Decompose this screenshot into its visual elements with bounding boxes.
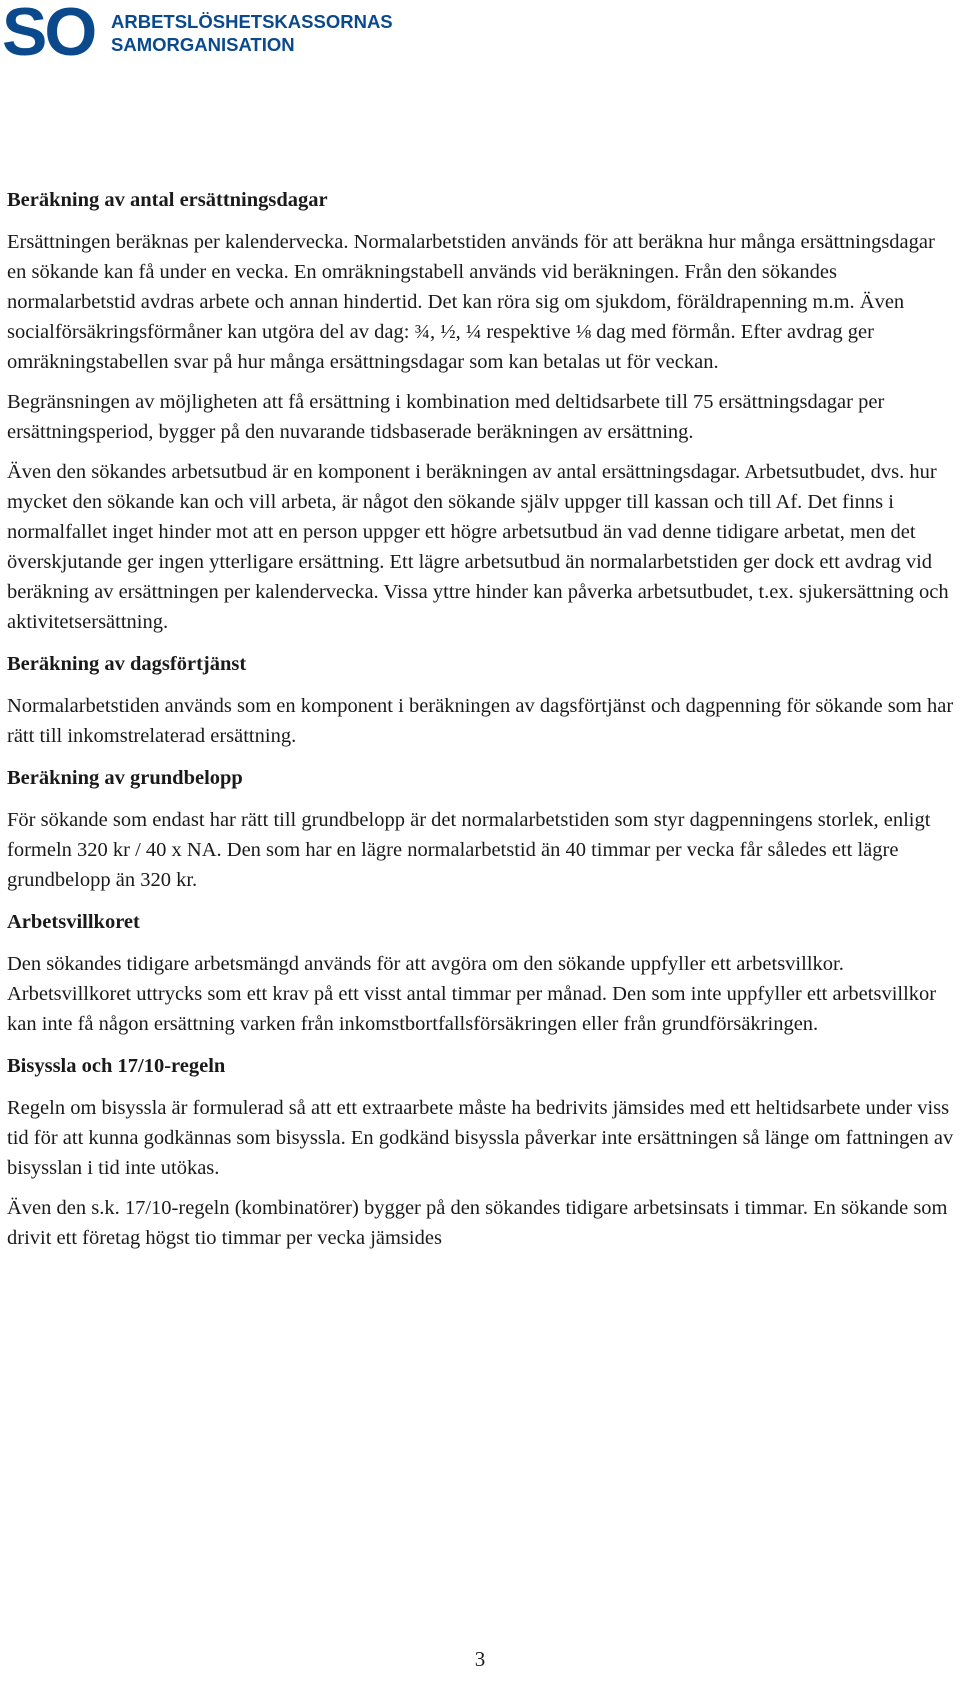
body-paragraph: Begränsningen av möjligheten att få ersättning i kombination med deltidsarbete till 75 ersättningsdagar per ersättningsperiod, bygger på den nuvarande tidsbaserade beräkningen av ersättning. [7,391,885,443]
body-paragraph: Även den s.k. 17/10-regeln (kombinatörer) bygger på den sökandes tidigare arbetsinsats i timmar. En sökande som drivit ett företag högst tio timmar per vecka jämsides [7,1197,948,1249]
organization-name-line2: SAMORGANISATION [111,34,295,55]
organization-name [111,10,393,56]
organization-name-line1: ARBETSLÖSHETSKASSORNAS [111,11,393,32]
section-heading: Beräkning av grundbelopp [7,767,243,789]
section-heading: Beräkning av antal ersättningsdagar [7,189,328,211]
body-paragraph: Normalarbetstiden används som en komponent i beräkningen av dagsförtjänst och dagpenning för sökande som har rätt till inkomstrelaterad ersättning. [7,695,954,747]
body-paragraph: Den sökandes tidigare arbetsmängd används för att avgöra om den sökande uppfyller ett arbetsvillkor. Arbetsvillkoret uttrycks som ett krav på ett visst antal timmar per månad. Den som inte uppfyller ett arbetsvillkor kan inte få någon ersättning varken från inkomstbortfallsförsäkringen eller från grundförsäkringen. [7,953,937,1035]
section-heading: Arbetsvillkoret [7,911,140,933]
section-heading: Beräkning av dagsförtjänst [7,653,247,675]
organization-logo: SO [2,0,95,70]
body-paragraph: För sökande som endast har rätt till grundbelopp är det normalarbetstiden som styr dagpenningens storlek, enligt formeln 320 kr / 40 x NA. Den som har en lägre normalarbetstid än 40 timmar per vecka får således ett lägre grundbelopp än 320 kr. [7,809,931,891]
body-paragraph: Regeln om bisyssla är formulerad så att ett extraarbete måste ha bedrivits jämsides med ett heltidsarbete under viss tid för att kunna godkännas som bisyssla. En godkänd bisyssla påverkar inte ersättningen så länge om fattningen av bisysslan i tid inte utökas. [7,1097,954,1179]
body-paragraph: Ersättningen beräknas per kalendervecka. Normalarbetstiden används för att beräkna hur många ersättningsdagar en sökande kan få under en vecka. En omräkningstabell används vid beräkningen. Från den sökandes normalarbetstid avdras arbete och annan hindertid. Det kan röra sig om sjukdom, föräldrapenning m.m. Även socialförsäkringsförmåner kan utgöra del av dag: ¾, ½, ¼ respektive ⅛ dag med förmån. Efter avdrag ger omräkningstabellen svar på hur många ersättningsdagar som kan betalas ut för veckan. [7,231,935,373]
page-header [0,0,960,70]
page-number: 3 [474,1647,486,1671]
body-paragraph: Även den sökandes arbetsutbud är en komponent i beräkningen av antal ersättningsdagar. Arbetsutbudet, dvs. hur mycket den sökande kan och vill arbeta, är något den sökande själv uppger till kassan och till Af. Det finns i normalfallet inget hinder mot att en person uppger ett högre arbetsutbud än vad denne tidigare arbetat, men det överskjutande ger ingen ytterligare ersättning. Ett lägre arbetsutbud än normalarbetstiden ger dock ett avdrag vid beräkning av ersättningen per kalendervecka. Vissa yttre hinder kan påverka arbetsutbudet, t.ex. sjukersättning och aktivitetsersättning. [7,461,949,633]
document-body [7,183,957,1253]
section-heading: Bisyssla och 17/10-regeln [7,1055,226,1077]
